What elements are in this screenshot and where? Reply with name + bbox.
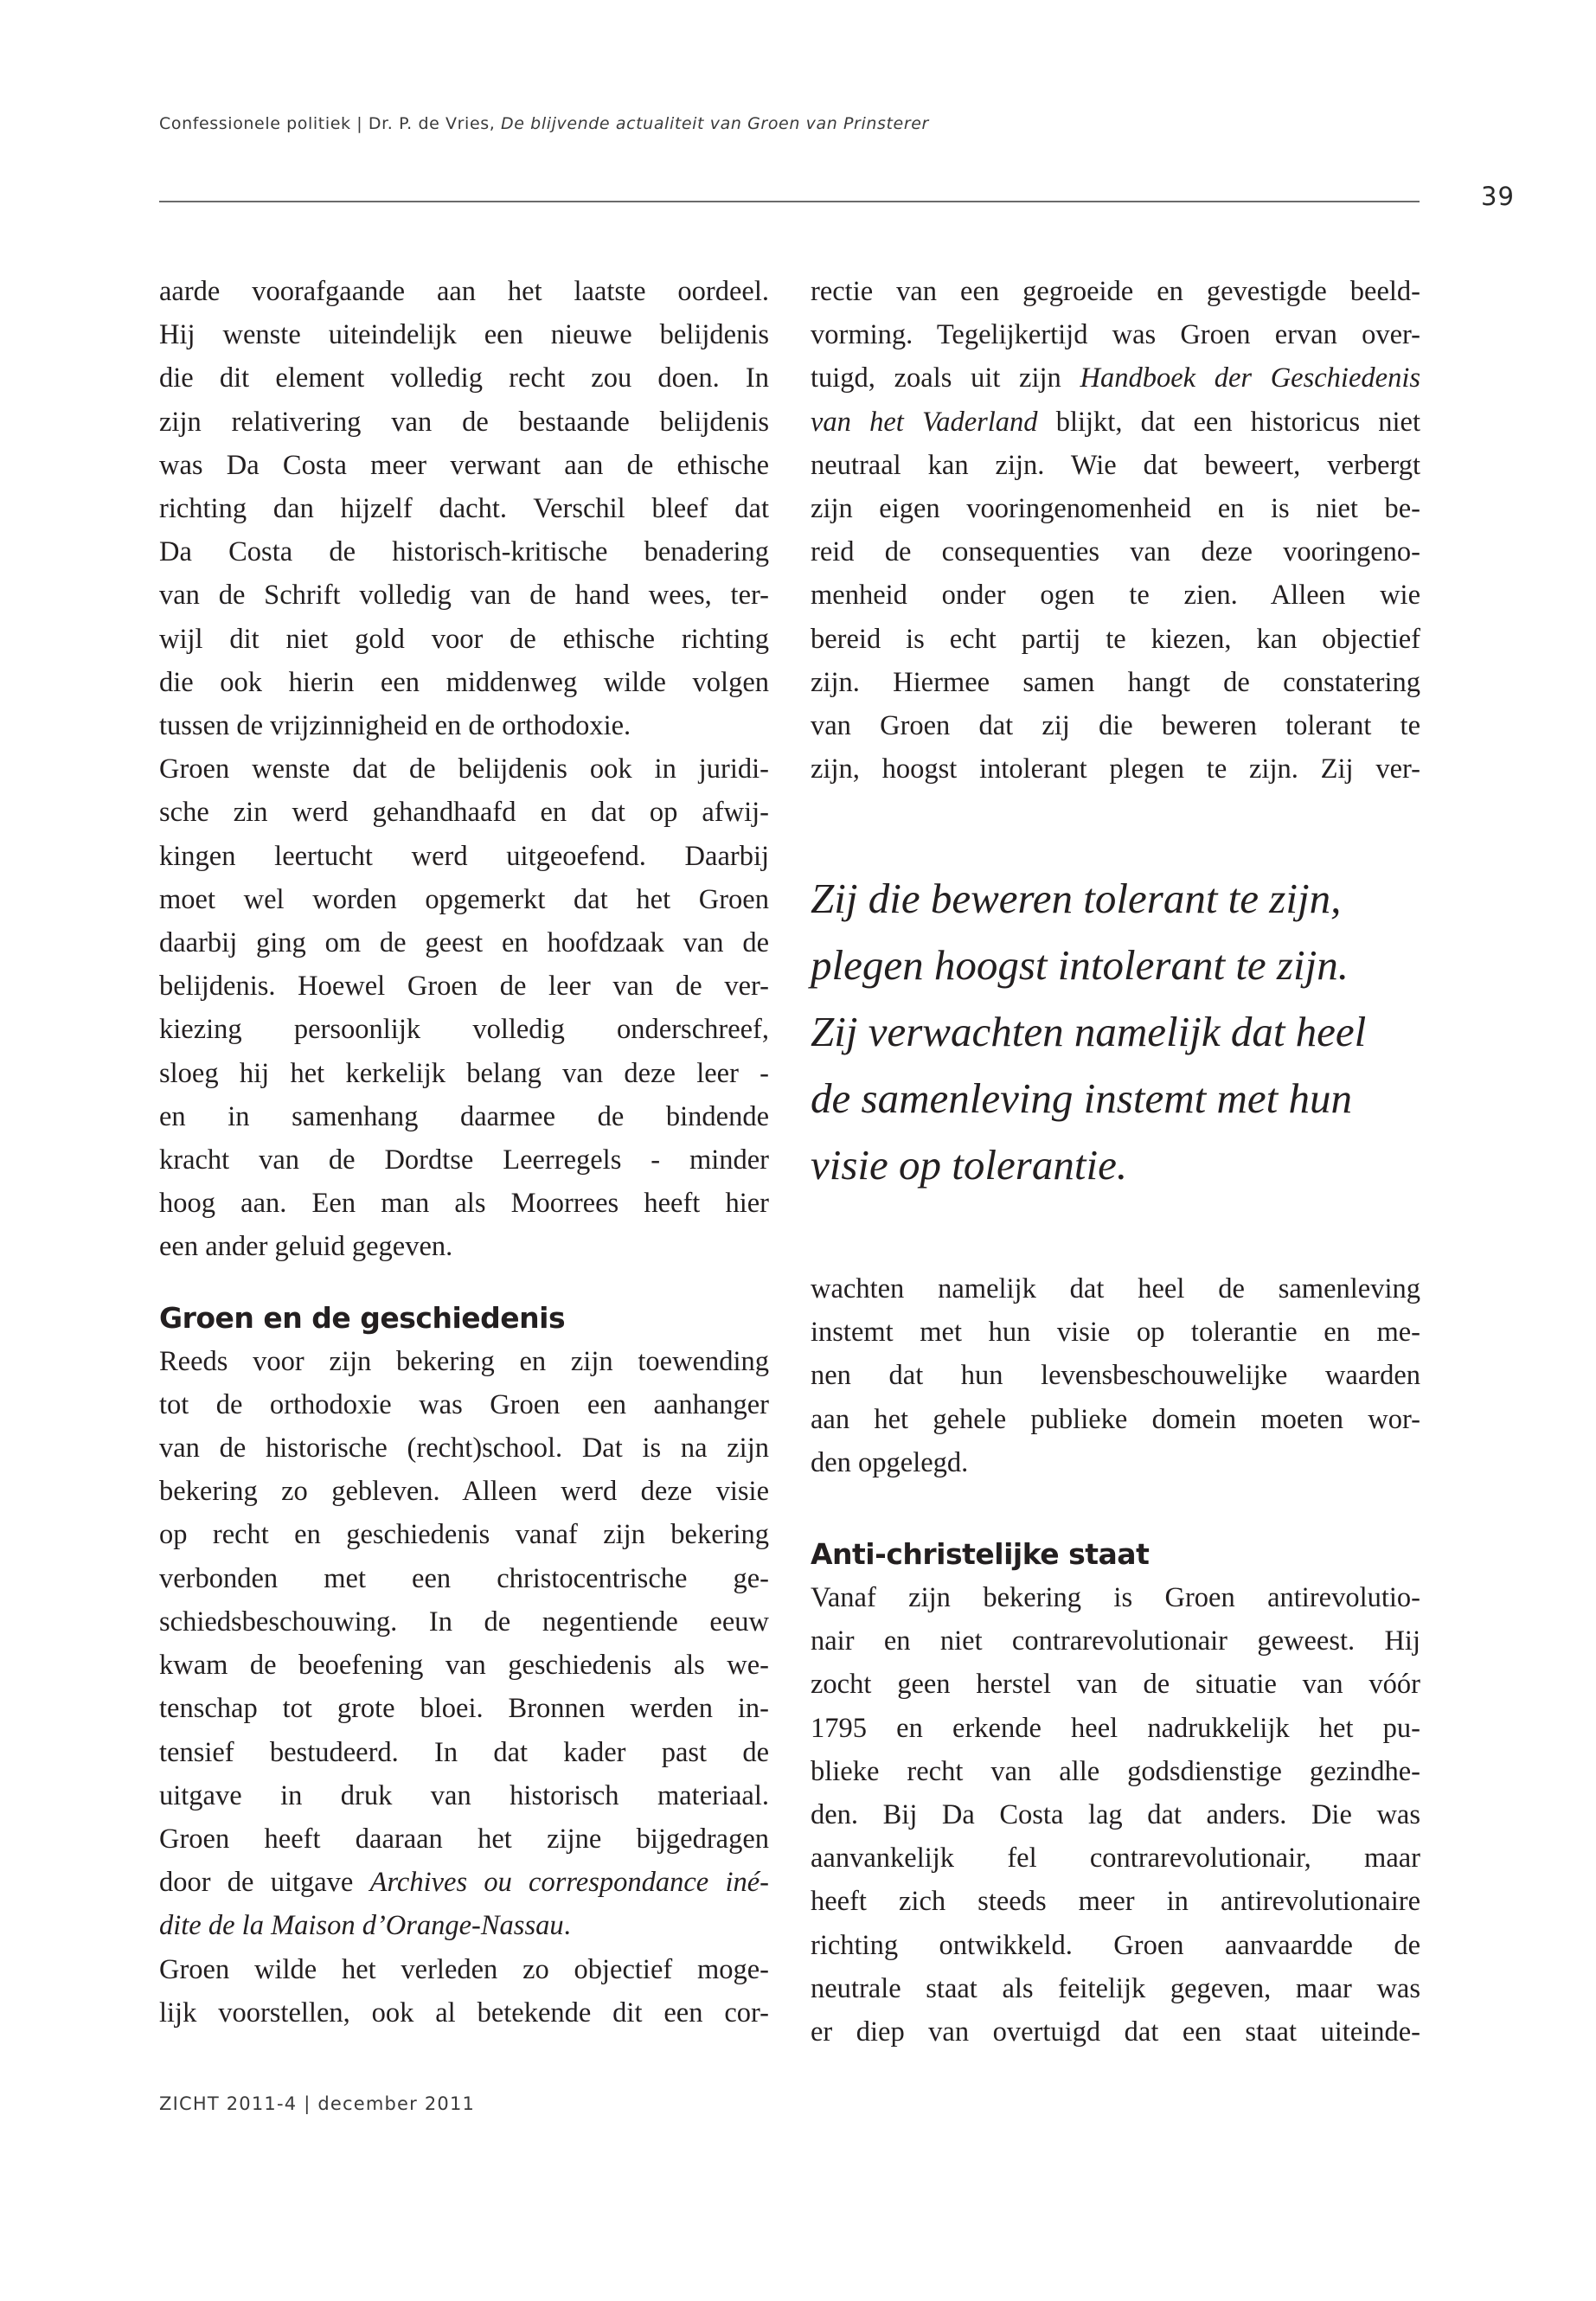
article-title: De blijvende actualiteit van Groen van Prinsterer <box>501 114 929 133</box>
pull-quote-line: plegen hoogst intolerant te zijn. <box>811 941 1349 989</box>
text-line: aarde voorafgaande aan het laatste oordeel. <box>159 276 769 307</box>
text-line <box>811 401 1420 444</box>
page-footer: ZICHT 2011-4 | december 2011 <box>159 2093 476 2114</box>
text-line: belijdenis. Hoewel Groen de leer van de ver- <box>159 971 769 1003</box>
spacer <box>811 1484 1420 1533</box>
text-line: daarbij ging om de geest en hoofdzaak van de <box>159 927 769 959</box>
right-column-upper <box>811 270 1420 791</box>
text-line: bekering zo gebleven. Alleen werd deze visie <box>159 1476 769 1508</box>
text-line: kingen leertucht werd uitgeoefend. Daarbij <box>159 840 769 872</box>
text-line: zijn eigen vooringenomenheid en is niet be- <box>811 493 1420 525</box>
pull-quote-line: Zij verwachten namelijk dat heel <box>811 1008 1367 1055</box>
text-line: tussen de vrijzinnigheid en de orthodoxie. <box>159 710 631 742</box>
text-line: Hij wenste uiteindelijk een nieuwe belijdenis <box>159 319 769 351</box>
text-line: tot de orthodoxie was Groen een aanhanger <box>159 1388 769 1420</box>
section-name: Confessionele politiek <box>159 114 351 133</box>
text-line: aanvankelijk fel contrarevolutionair, maar <box>811 1843 1420 1875</box>
text-line: van Groen dat zij die beweren tolerant te <box>811 710 1420 742</box>
text-line <box>159 1904 769 1947</box>
text-line: rectie van een gegroeide en gevestigde beeld- <box>811 276 1420 307</box>
text-line: verbonden met een christocentrische ge- <box>159 1562 769 1594</box>
text-line: vorming. Tegelijkertijd was Groen ervan over- <box>811 319 1420 351</box>
text-run: door de uitgave <box>159 1867 370 1899</box>
text-line: richting ontwikkeld. Groen aanvaardde de <box>811 1929 1420 1961</box>
text-line: hoog aan. Een man als Moorrees heeft hier <box>159 1188 769 1220</box>
text-line: Da Costa de historisch-kritische benadering <box>159 536 769 568</box>
paragraph <box>159 747 769 1268</box>
text-line: schiedsbeschouwing. In de negentiende eeuw <box>159 1606 769 1638</box>
text-line: van de historische (recht)school. Dat is na zijn <box>159 1433 769 1465</box>
text-line: heeft zich steeds meer in antirevolutionaire <box>811 1886 1420 1918</box>
text-line: den. Bij Da Costa lag dat anders. Die was <box>811 1799 1420 1831</box>
text-line: een ander geluid gegeven. <box>159 1231 453 1263</box>
pull-quote-line: Zij die beweren tolerant te zijn, <box>811 875 1342 922</box>
text-line: van de Schrift volledig van de hand wees, ter- <box>159 580 769 612</box>
right-column-lower <box>811 1267 1420 2054</box>
book-title-italic: Handboek der Geschiedenis <box>1080 362 1420 394</box>
paragraph <box>811 270 1420 791</box>
text-line: wachten namelijk dat heel de samenleving <box>811 1273 1420 1304</box>
text-line: tensief bestudeerd. In dat kader past de <box>159 1736 769 1768</box>
text-line: Groen heeft daaraan het zijne bijgedragen <box>159 1823 769 1855</box>
left-column <box>159 270 769 2035</box>
text-line: richting dan hijzelf dacht. Verschil bleef dat <box>159 493 769 525</box>
text-line: aan het gehele publieke domein moeten wor- <box>811 1403 1420 1435</box>
text-line <box>811 356 1420 400</box>
text-line: zocht geen herstel van de situatie van vóór <box>811 1669 1420 1701</box>
paragraph <box>159 1340 769 1948</box>
text-line: kiezing persoonlijk volledig onderschreef, <box>159 1014 769 1046</box>
text-line: neutrale staat als feitelijk gegeven, maar was <box>811 1972 1420 2004</box>
text-line: moet wel worden opgemerkt dat het Groen <box>159 883 769 915</box>
paragraph <box>159 1948 769 2035</box>
text-line: lijk voorstellen, ook al betekende dit een cor- <box>159 1997 769 2029</box>
text-line: kwam de beoefening van geschiedenis als we- <box>159 1650 769 1682</box>
paragraph <box>159 270 769 747</box>
text-line: Groen wilde het verleden zo objectief moge- <box>159 1953 769 1985</box>
text-line: en in samenhang daarmee de bindende <box>159 1100 769 1132</box>
text-line: bereid is echt partij te kiezen, kan objectief <box>811 623 1420 655</box>
header-separator: | <box>350 114 369 133</box>
text-line: 1795 en erkende heel nadrukkelijk het pu- <box>811 1712 1420 1744</box>
text-line: op recht en geschiedenis vanaf zijn bekering <box>159 1519 769 1551</box>
page-number: 39 <box>1481 182 1515 211</box>
text-line: sloeg hij het kerkelijk belang van deze leer - <box>159 1057 769 1089</box>
text-line: zijn. Hiermee samen hangt de constatering <box>811 666 1420 698</box>
text-line: tenschap tot grote bloei. Bronnen werden in- <box>159 1693 769 1725</box>
text-line: zijn, hoogst intolerant plegen te zijn. Zij ver- <box>811 753 1420 785</box>
text-line <box>159 1861 769 1904</box>
pull-quote-line: visie op tolerantie. <box>811 1141 1128 1189</box>
text-line: sche zin werd gehandhaafd en dat op afwij- <box>159 797 769 829</box>
text-line: uitgave in druk van historisch materiaal. <box>159 1779 769 1811</box>
section-heading: Groen en de geschiedenis <box>159 1300 566 1335</box>
text-line: nen dat hun levensbeschouwelijke waarden <box>811 1360 1420 1392</box>
text-line: die ook hierin een middenweg wilde volgen <box>159 666 769 698</box>
text-line: neutraal kan zijn. Wie dat beweert, verbergt <box>811 449 1420 481</box>
pull-quote <box>811 865 1433 1198</box>
paragraph <box>811 1267 1420 1484</box>
book-title-italic: van het Vaderland <box>811 406 1038 438</box>
section-heading: Anti-christelijke staat <box>811 1537 1150 1572</box>
text-line: reid de consequenties van deze vooringeno- <box>811 536 1420 568</box>
text-line: instemt met hun visie op tolerantie en me- <box>811 1317 1420 1349</box>
text-line: die dit element volledig recht zou doen. In <box>159 362 769 394</box>
text-line: Groen wenste dat de belijdenis ook in juridi- <box>159 753 769 785</box>
text-run: tuigd, zoals uit zijn <box>811 362 1080 394</box>
text-line: den opgelegd. <box>811 1446 969 1478</box>
paragraph <box>811 1576 1420 2054</box>
running-head <box>159 114 929 133</box>
text-line: nair en niet contrarevolutionair geweest. Hij <box>811 1625 1420 1657</box>
book-title-italic: dite de la Maison d’Orange-Nassau <box>159 1910 564 1942</box>
text-line: blieke recht van alle godsdienstige gezindhe- <box>811 1755 1420 1787</box>
text-line: zijn relativering van de bestaande belijdenis <box>159 406 769 438</box>
pull-quote-line: de samenleving instemt met hun <box>811 1074 1352 1122</box>
header-rule <box>159 201 1420 202</box>
text-line: menheid onder ogen te zien. Alleen wie <box>811 580 1420 612</box>
book-title-italic: Archives ou correspondance iné- <box>369 1867 769 1899</box>
text-line: er diep van overtuigd dat een staat uiteinde- <box>811 2016 1420 2048</box>
text-line: wijl dit niet gold voor de ethische richting <box>159 623 769 655</box>
text-line: was Da Costa meer verwant aan de ethische <box>159 449 769 481</box>
spacer <box>159 1269 769 1297</box>
text-line: Vanaf zijn bekering is Groen antirevolutio- <box>811 1582 1420 1614</box>
text-run: blijkt, dat een historicus niet <box>1037 406 1420 438</box>
author-name: Dr. P. de Vries, <box>368 114 502 133</box>
text-run: . <box>563 1910 571 1942</box>
text-line: kracht van de Dordtse Leerregels - minder <box>159 1144 769 1176</box>
text-line: Reeds voor zijn bekering en zijn toewending <box>159 1345 769 1377</box>
